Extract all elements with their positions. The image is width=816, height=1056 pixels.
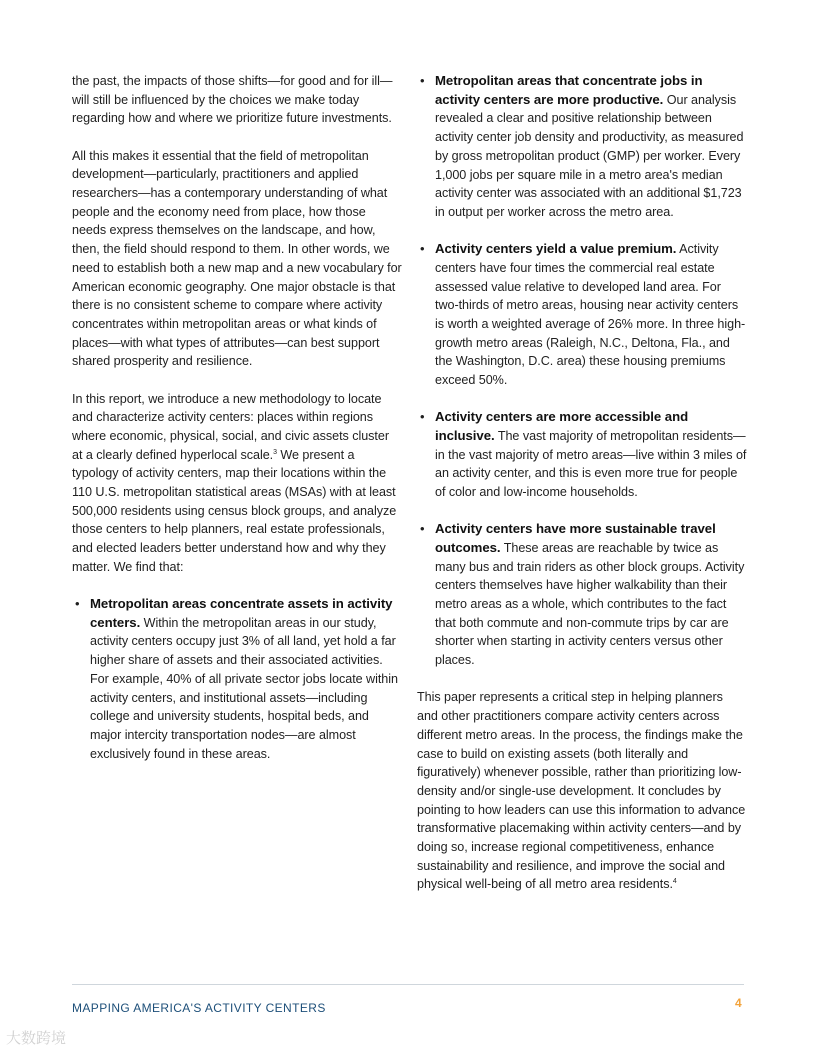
finding-productivity-heading: Metropolitan areas that concentrate jobs in activity centers are more productive. <box>435 73 703 107</box>
methodology-text-a: In this report, we introduce a new methodology to locate and characterize activity centers: places within regions where economic, physical, social, and civic assets cluster at a clearly defined hyperlocal scale. <box>72 391 389 462</box>
footnote-ref-4[interactable]: 4 <box>672 878 677 886</box>
footer-report-title: MAPPING AMERICA'S ACTIVITY CENTERS <box>72 1001 326 1015</box>
finding-assets <box>72 595 402 763</box>
methodology-text-b: We present a typology of activity centers, map their locations within the 110 U.S. metropolitan statistical areas (MSAs) with at least 500,000 residents using census block groups, and analyze those centers to help planners, real estate professionals, and elected leaders better understand how and why they matter. We find that: <box>72 447 397 574</box>
right-column <box>417 72 747 894</box>
bullet-icon: • <box>420 73 425 88</box>
finding-sustainable <box>417 520 747 670</box>
bullet-icon: • <box>420 241 425 257</box>
finding-assets-text: Within the metropolitan areas in our study, activity centers occupy just 3% of all land, yet hold a far higher share of assets and their associated activities. For example, 40% of all private sector jobs locate within activity centers, and institutional assets—including college and university students, hospital beds, and major intercity transportation nodes—are almost exclusively found in these areas. <box>90 615 398 761</box>
finding-sustainable-text: These areas are reachable by twice as many bus and train riders as other block groups. Activity centers themselves have higher walkability than their metro areas as a whole, which contributes to the fact that both commute and non-commute trips by car are shorter when starting in activity centers versus other places. <box>435 540 745 668</box>
paragraph-conclusion <box>417 688 747 894</box>
left-column <box>72 72 402 763</box>
bullet-icon: • <box>75 596 80 612</box>
finding-accessible-heading: Activity centers are more accessible and inclusive. <box>435 409 689 443</box>
footer-divider <box>72 984 744 985</box>
bullet-icon: • <box>420 409 425 425</box>
finding-productivity-text: Our analysis revealed a clear and positive relationship between activity center job density and productivity, as measured by gross metropolitan product (GMP) per worker. Every 1,000 jobs per square mile in a metro area's median activity center was associated with an additional $1,723 in output per worker across the metro area. <box>435 92 744 219</box>
finding-value-premium-heading: Activity centers yield a value premium. <box>435 241 677 257</box>
finding-sustainable-heading: Activity centers have more sustainable travel outcomes. <box>435 521 716 555</box>
finding-assets-heading: Metropolitan areas concentrate assets in activity centers. <box>90 596 393 630</box>
bullet-icon: • <box>420 521 425 537</box>
conclusion-text: This paper represents a critical step in helping planners and other practitioners compare activity centers across different metro areas. In the process, the findings make the case to build on existing assets (both literally and figuratively) whenever possible, rather than prioritizing low-density and/or single-use development. It concludes by pointing to how leaders can use this information to advance transformative placemaking within activity centers—and by doing so, increase regional competitiveness, enhance sustainability and resilience, and improve the social and physical well-being of all metro area residents. <box>417 690 746 892</box>
finding-value-premium <box>417 240 747 390</box>
footnote-ref-3[interactable]: 3 <box>273 448 277 456</box>
finding-productivity <box>417 72 747 222</box>
paragraph-field-needs: All this makes it essential that the field of metropolitan development—particularly, practitioners and applied researchers—has a contemporary understanding of what people and the economy need from place, how those needs express themselves on the landscape, and how, then, the field should respond to them. In other words, we need to establish both a new map and a new vocabulary for American economic geography. One major obstacle is that there is no consistent scheme to compare where activity concentrates within metropolitan areas or what kinds of places—with what types of attributes—can best support shared prosperity and resilience. <box>72 148 402 369</box>
finding-accessible-text: The vast majority of metropolitan residents—in the vast majority of metro areas—live within 3 miles of an activity center, and this is even more true for people of color and low-income households. <box>435 428 747 500</box>
paragraph-intro-continued: the past, the impacts of those shifts—for good and for ill—will still be influenced by the choices we make today regarding how and where we prioritize future investments. <box>72 74 393 126</box>
finding-accessible <box>417 408 747 502</box>
page-number: 4 <box>735 996 742 1010</box>
watermark-logo: 大数跨境 <box>6 1030 67 1047</box>
paragraph-methodology <box>72 390 402 577</box>
finding-value-premium-text: Activity centers have four times the commercial real estate assessed value relative to developed land area. For two-thirds of metro areas, housing near activity centers is worth a weighted average of 26% more. In three high-growth metro areas (Raleigh, N.C., Deltona, Fla., and the Washington, D.C. area) these housing premiums exceed 50%. <box>435 242 746 388</box>
